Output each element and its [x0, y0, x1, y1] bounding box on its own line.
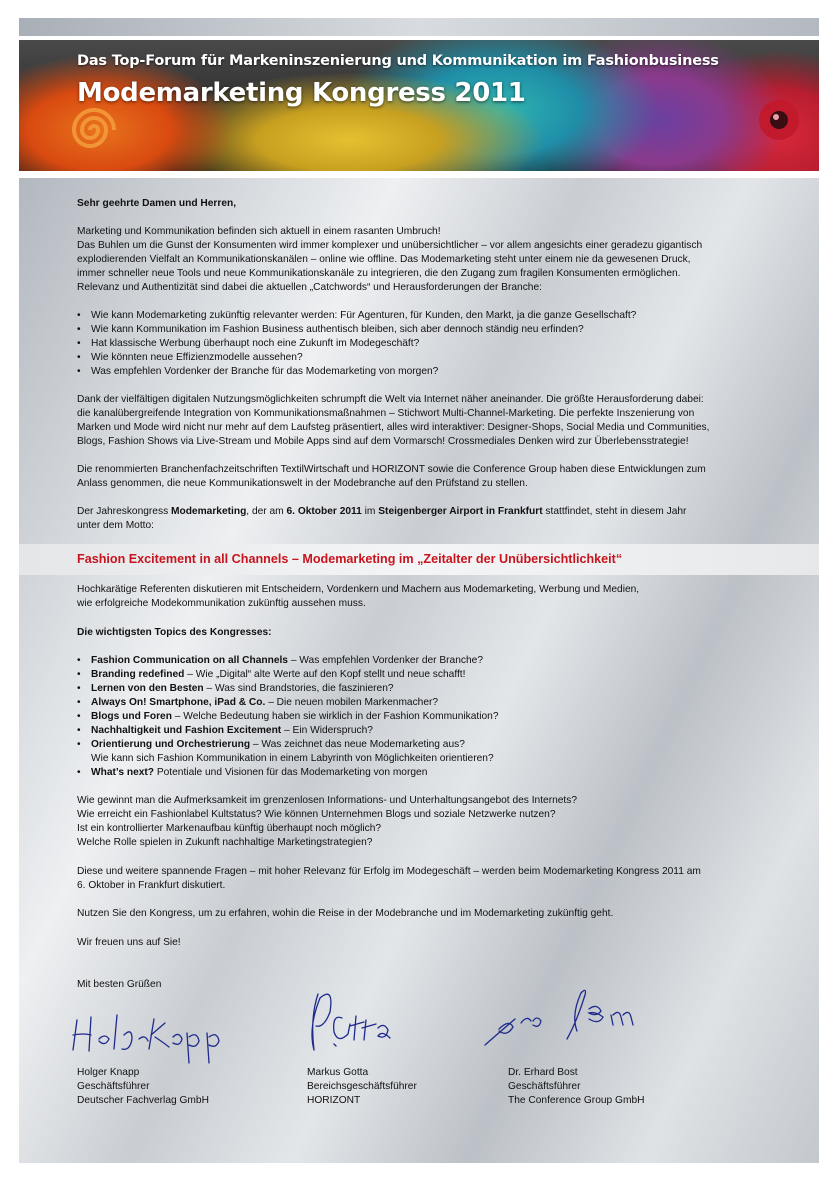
text-line: 6. Oktober in Frankfurt diskutiert.: [77, 880, 226, 891]
motto-headline: Fashion Excitement in all Channels – Modemarketing im „Zeitalter der Unübersichtlichkeit“: [77, 552, 623, 566]
event-paragraph: [77, 505, 767, 533]
signatory-org: Deutscher Fachverlag GmbH: [77, 1095, 209, 1106]
text-line: Der Jahreskongress Modemarketing, der am 6. Oktober 2011 im Steigenberger Airport in Frankfurt stattfindet, steht in diesem Jahr: [77, 506, 687, 517]
header-banner: [19, 40, 819, 171]
text-line: immer schneller neue Tools und neue Kommunikationskanäle zu integrieren, die den Zugang zum fragilen Konsumenten ermöglichen.: [77, 268, 681, 279]
invitation-paragraph: Nutzen Sie den Kongress, um zu erfahren, wohin die Reise in der Modebranche und im Modemarketing zukünftig geht.: [77, 908, 614, 919]
topics-list: [77, 654, 767, 780]
topic-item: • Orientierung und Orchestrierung – Was zeichnet das neue Modemarketing aus?: [77, 738, 767, 752]
speakers-paragraph: [77, 583, 767, 611]
topic-item: • Always On! Smartphone, iPad & Co. – Die neuen mobilen Markenmacher?: [77, 696, 767, 710]
list-item: • Hat klassische Werbung überhaupt noch eine Zukunft im Modegeschäft?: [77, 337, 767, 351]
text-line: Das Buhlen um die Gunst der Konsumenten wird immer komplexer und unübersichtlicher – vor allem angesichts einer geradezu gigantisch: [77, 240, 703, 251]
text-line: Anlass genommen, die neue Kommunikationswelt in der Modebranche auf den Prüfstand zu stellen.: [77, 478, 528, 489]
questions-list: [77, 309, 767, 379]
signatory-role: Geschäftsführer: [508, 1081, 581, 1092]
text-line: Diese und weitere spannende Fragen – mit hoher Relevanz für Erfolg im Modegeschäft – werden beim Modemarketing Kongress 2011 am: [77, 866, 701, 877]
text-line: Wie erreicht ein Fashionlabel Kultstatus? Wie können Unternehmen Blogs und soziale Netzwerke nutzen?: [77, 809, 556, 820]
text-line: Welche Rolle spielen in Zukunft nachhaltige Marketingstrategien?: [77, 837, 373, 848]
list-item: • Wie könnten neue Effizienzmodelle aussehen?: [77, 351, 767, 365]
topic-item: • Branding redefined – Wie „Digital“ alte Werte auf den Kopf stellt und neue schafft!: [77, 668, 767, 682]
banner-subtitle: Das Top-Forum für Markeninszenierung und Kommunikation im Fashionbusiness: [77, 53, 719, 69]
event-name: Modemarketing: [171, 506, 247, 517]
intro-paragraph: [77, 225, 767, 295]
signature-markus-gotta: [304, 988, 404, 1060]
text-line: Marketing und Kommunikation befinden sich aktuell in einem rasanten Umbruch!: [77, 226, 441, 237]
digital-paragraph: [77, 393, 767, 449]
text-line: Ist ein kontrollierter Markenaufbau künftig überhaupt noch möglich?: [77, 823, 382, 834]
signatory-role: Geschäftsführer: [77, 1081, 150, 1092]
topic-item: • Blogs und Foren – Welche Bedeutung haben sie wirklich in der Fashion Kommunikation?: [77, 710, 767, 724]
bottom-margin: [19, 1163, 819, 1179]
signatory-1: [77, 1066, 209, 1108]
list-item: • Wie kann Modemarketing zukünftig relevanter werden: Für Agenturen, für Kunden, den Markt, ja die ganze Gesellschaft?: [77, 309, 767, 323]
signature-holger-knapp: [69, 1005, 244, 1065]
closing-line: Mit besten Grüßen: [77, 979, 162, 990]
topic-item-continuation: Wie kann sich Fashion Kommunikation in einem Labyrinth von Möglichkeiten orientieren?: [91, 753, 494, 764]
topic-item: • Fashion Communication on all Channels – Was empfehlen Vordenker der Branche?: [77, 654, 767, 668]
topic-item: • Nachhaltigkeit und Fashion Excitement – Ein Widerspruch?: [77, 724, 767, 738]
publishers-paragraph: [77, 463, 767, 491]
signatory-2: [307, 1066, 417, 1108]
signature-erhard-bost: [481, 985, 651, 1055]
chameleon-eye-icon: [754, 95, 804, 145]
text-line: Dank der vielfältigen digitalen Nutzungsmöglichkeiten schrumpft die Welt via Internet näher aneinander. Die größte Herausforderung dabei:: [77, 394, 704, 405]
topic-item: • Lernen von den Besten – Was sind Brandstories, die faszinieren?: [77, 682, 767, 696]
signatory-3: [508, 1066, 644, 1108]
top-strip: [19, 18, 819, 36]
text-line: wie erfolgreiche Modekommunikation zukünftig aussehen muss.: [77, 598, 366, 609]
signatory-name: Markus Gotta: [307, 1067, 369, 1078]
text-line: Hochkarätige Referenten diskutieren mit Entscheidern, Vordenkern und Machern aus Modemarketing, Werbung und Medien,: [77, 584, 640, 595]
topic-item: • What’s next? Potentiale und Visionen für das Modemarketing von morgen: [77, 766, 767, 780]
text-line: Wie gewinnt man die Aufmerksamkeit im grenzenlosen Informations- und Unterhaltungsangebot des Internets?: [77, 795, 578, 806]
signatory-org: HORIZONT: [307, 1095, 361, 1106]
welcome-line: Wir freuen uns auf Sie!: [77, 937, 181, 948]
signatory-org: The Conference Group GmbH: [508, 1095, 645, 1106]
questions-paragraph: [77, 794, 767, 850]
text-line: unter dem Motto:: [77, 520, 155, 531]
text-line: Blogs, Fashion Shows via Live-Stream und Mobile Apps sind auf dem Vormarsch! Crossmediales Denken wird zur Überlebensstrategie!: [77, 436, 689, 447]
signatory-role: Bereichsgeschäftsführer: [307, 1081, 417, 1092]
topics-heading: Die wichtigsten Topics des Kongresses:: [77, 627, 272, 638]
text-line: die kanalübergreifende Integration von Kommunikationsmaßnahmen – Stichwort Multi-Channel-Marketing. Die perfekte Inszenierung von: [77, 408, 695, 419]
text-line: explodierenden Vielfalt an Kommunikationskanälen – online wie offline. Das Modemarketing steht unter einem nie da gewesenen Druck,: [77, 254, 691, 265]
text-line: Die renommierten Branchenfachzeitschriften TextilWirtschaft und HORIZONT sowie die Conference Group haben diese Entwicklungen zum: [77, 464, 706, 475]
text-line: Relevanz und Authentizität sind dabei die aktuellen „Catchwords“ und Herausforderungen der Branche:: [77, 282, 542, 293]
text-line: Marken und Mode wird nicht nur mehr auf dem Laufsteg präsentiert, alles wird interaktiver: Designer-Shops, Social Media und Communities,: [77, 422, 710, 433]
discussion-paragraph: [77, 865, 767, 893]
banner-title: Modemarketing Kongress 2011: [77, 78, 526, 108]
flyer-page: [19, 0, 819, 1179]
list-item: • Was empfehlen Vordenker der Branche für das Modemarketing von morgen?: [77, 365, 767, 379]
event-venue: Steigenberger Airport in Frankfurt: [378, 506, 543, 517]
list-item: • Wie kann Kommunikation im Fashion Business authentisch bleiben, sich aber dennoch ständig neu erfinden?: [77, 323, 767, 337]
signatory-name: Dr. Erhard Bost: [508, 1067, 578, 1078]
signatory-name: Holger Knapp: [77, 1067, 140, 1078]
event-date: 6. Oktober 2011: [286, 506, 362, 517]
salutation: Sehr geehrte Damen und Herren,: [77, 198, 237, 209]
